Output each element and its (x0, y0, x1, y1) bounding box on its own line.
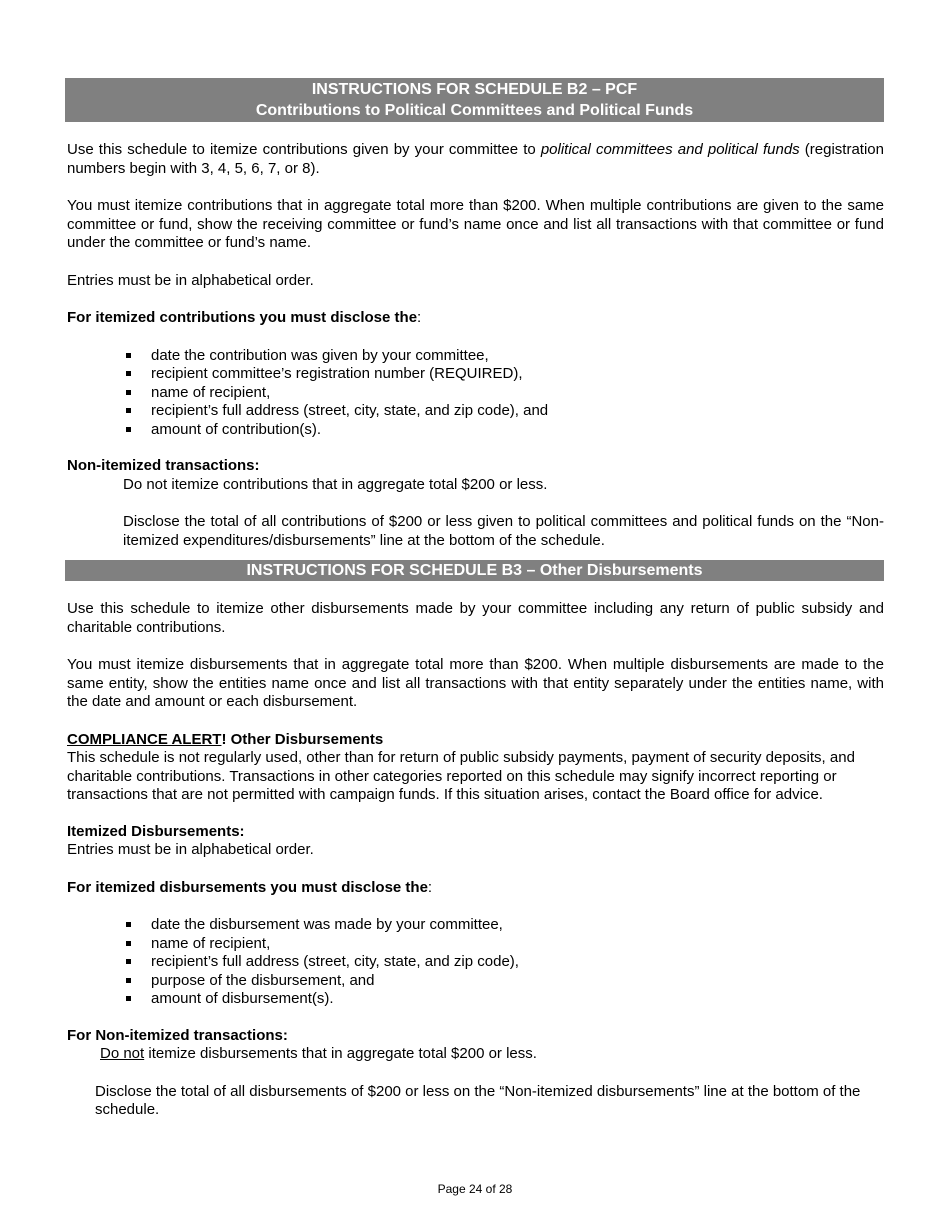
b3-intro-paragraph: Use this schedule to itemize other disbursements made by your committee including any return of public subsidy and charitable contributions. (67, 600, 884, 636)
b3-itemized-heading: Itemized Disbursements: (67, 822, 245, 840)
b2-itemize-paragraph: You must itemize contributions that in aggregate total more than $200. When multiple contributions are given to the same committee or fund, show the receiving committee or fund’s name once and list all transactions with that committee or fund under the committee or fund’s name. (67, 197, 884, 251)
schedule-b2-subtitle: Contributions to Political Committees and Political Funds (255, 102, 694, 119)
b3-nonitemized-text: Do not itemize disbursements that in aggregate total $200 or less. (100, 1045, 537, 1062)
page-number: Page 24 of 28 (437, 1182, 513, 1196)
b2-nonitemized-text: Do not itemize contributions that in aggregate total $200 or less. (123, 475, 548, 493)
b2-order-paragraph: Entries must be in alphabetical order. (67, 271, 314, 289)
list-item: amount of contribution(s). (124, 421, 884, 440)
document-page (67, 78, 884, 1120)
list-item: recipient committee’s registration number (REQUIRED), (124, 365, 884, 384)
b3-nonitemized-disclose: Disclose the total of all disbursements of $200 or less on the “Non-itemized disbursements” line at the bottom of the schedule. (95, 1082, 861, 1118)
b3-disclose-list (67, 916, 884, 1009)
b2-disclose-heading: For itemized contributions you must disclose the: (67, 309, 422, 326)
compliance-alert-body: This schedule is not regularly used, other than for return of public subsidy payments, payment of security deposits, and charitable contributions. Transactions in other categories reported on this schedule may signify incorrect reporting or transactions that are not permitted with campaign funds. If this situation arises, contact the Board office for advice. (67, 749, 855, 803)
list-item: purpose of the disbursement, and (124, 972, 884, 991)
b2-nonitemized-disclose: Disclose the total of all contributions of $200 or less given to political committees and political funds on the “Non-itemized expenditures/disbursements” line at the bottom of the schedule. (123, 513, 884, 549)
list-item: recipient’s full address (street, city, state, and zip code), (124, 953, 884, 972)
list-item: name of recipient, (124, 384, 884, 403)
schedule-b2-header (65, 78, 884, 122)
list-item: date the disbursement was made by your committee, (124, 916, 884, 935)
list-item: date the contribution was given by your committee, (124, 347, 884, 366)
list-item: recipient’s full address (street, city, state, and zip code), and (124, 402, 884, 421)
list-item: amount of disbursement(s). (124, 990, 884, 1009)
b3-nonitemized-heading: For Non-itemized transactions: (67, 1026, 288, 1044)
b3-disclose-heading: For itemized disbursements you must disclose the: (67, 878, 433, 896)
list-item: name of recipient, (124, 935, 884, 954)
schedule-b3-header (65, 560, 884, 581)
b2-intro-paragraph: Use this schedule to itemize contributions given by your committee to political committees and political funds (registration numbers begin with 3, 4, 5, 6, 7, or 8). (67, 141, 884, 177)
b3-itemize-paragraph: You must itemize disbursements that in aggregate total more than $200. When multiple disbursements are made to the same entity, show the entities name once and list all transactions with that entity separately under the entities name, with the date and amount or each disbursement. (67, 656, 884, 710)
schedule-b2-title: INSTRUCTIONS FOR SCHEDULE B2 – PCF (311, 81, 638, 98)
b3-itemized-body: Entries must be in alphabetical order. (67, 841, 314, 858)
b2-disclose-list (67, 347, 884, 440)
b2-nonitemized-heading: Non-itemized transactions: (67, 457, 260, 474)
schedule-b3-title: INSTRUCTIONS FOR SCHEDULE B3 – Other Disbursements (246, 562, 703, 579)
compliance-alert-heading: COMPLIANCE ALERT! Other Disbursements (67, 730, 384, 748)
